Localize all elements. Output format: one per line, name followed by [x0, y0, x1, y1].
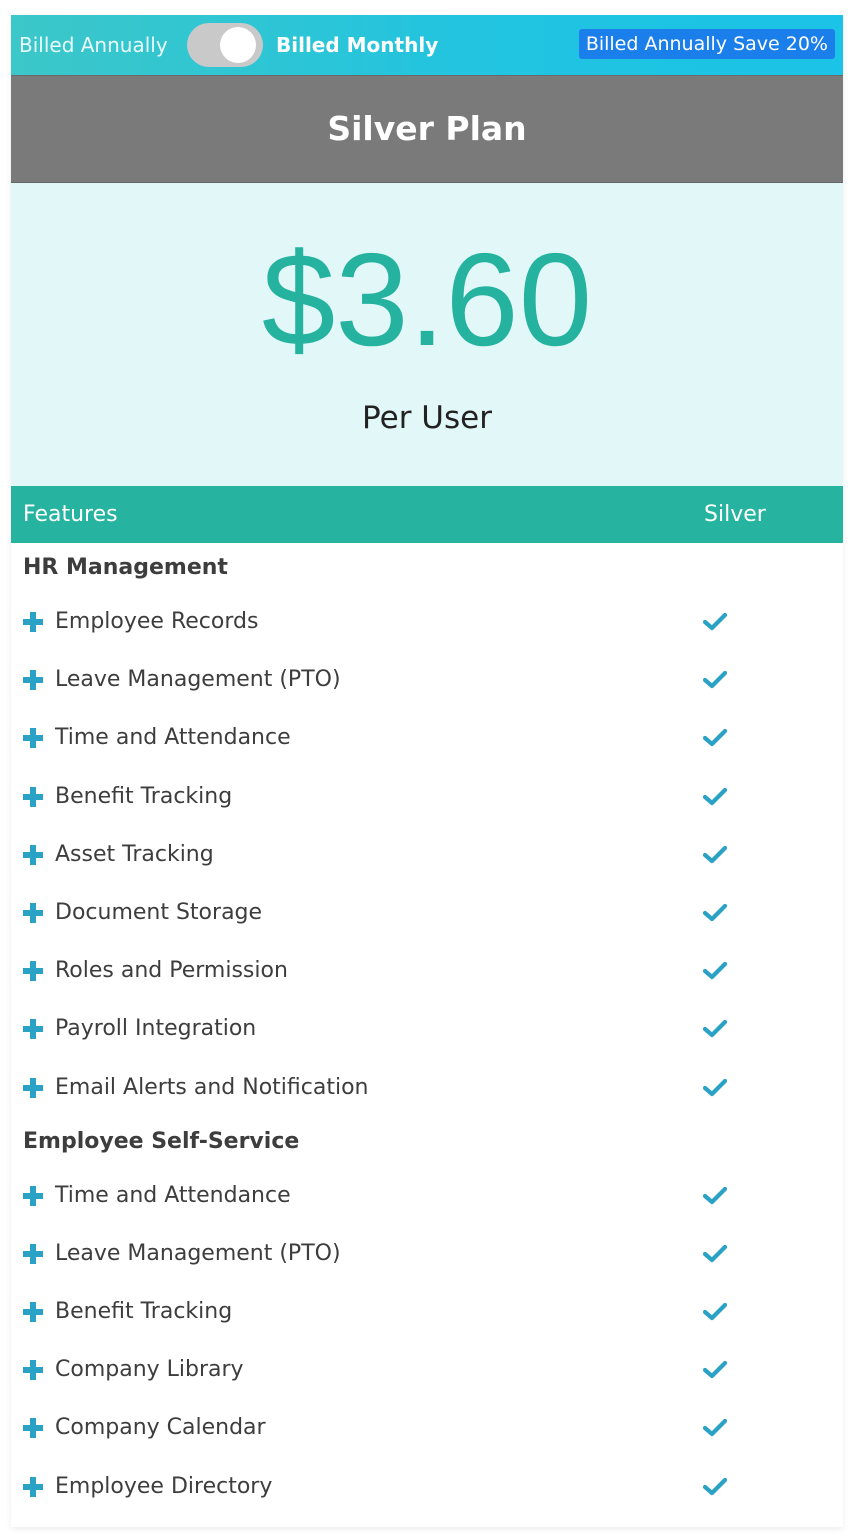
- feature-label: Roles and Permission: [55, 958, 288, 984]
- feature-row[interactable]: [11, 942, 843, 1000]
- feature-label: Employee Records: [55, 609, 259, 634]
- toggle-knob: [220, 27, 256, 63]
- feature-label: Company Library: [55, 1357, 244, 1383]
- plus-icon[interactable]: [23, 845, 43, 865]
- check-icon: [703, 1019, 727, 1039]
- plus-icon[interactable]: [23, 670, 43, 690]
- plus-icon[interactable]: [23, 1302, 43, 1322]
- check-icon: [703, 612, 727, 632]
- check-icon: [703, 1302, 727, 1322]
- feature-row[interactable]: [11, 768, 843, 826]
- feature-list: [11, 543, 843, 1516]
- plan-price: $3.60: [261, 226, 593, 373]
- feature-label: Payroll Integration: [55, 1016, 257, 1042]
- check-icon: [703, 845, 727, 865]
- feature-label: Benefit Tracking: [55, 783, 233, 809]
- feature-label: Asset Tracking: [55, 841, 214, 867]
- feature-label: Leave Management (PTO): [55, 667, 341, 693]
- feature-row[interactable]: [11, 651, 843, 709]
- plus-icon[interactable]: [23, 1019, 43, 1039]
- feature-row[interactable]: [11, 884, 843, 942]
- feature-label: Email Alerts and Notification: [55, 1074, 369, 1100]
- plus-icon[interactable]: [23, 1477, 43, 1497]
- feature-label: Leave Management (PTO): [55, 1240, 341, 1266]
- check-icon: [703, 1477, 727, 1497]
- feature-row[interactable]: [11, 1399, 843, 1457]
- section-title: Employee Self-Service: [23, 1128, 300, 1154]
- billing-toggle-bar: [11, 15, 843, 75]
- plus-icon[interactable]: [23, 1078, 43, 1098]
- feature-label: Company Calendar: [55, 1415, 266, 1441]
- plus-icon[interactable]: [23, 612, 43, 632]
- feature-row[interactable]: [11, 709, 843, 767]
- feature-row[interactable]: [11, 1458, 843, 1516]
- plus-icon[interactable]: [23, 1418, 43, 1438]
- pricing-card: [11, 15, 843, 1527]
- feature-label: Document Storage: [55, 899, 263, 925]
- billed-annually-label[interactable]: Billed Annually: [19, 33, 168, 57]
- check-icon: [703, 728, 727, 748]
- price-panel: [11, 183, 843, 486]
- feature-label: Benefit Tracking: [55, 1299, 233, 1325]
- feature-label: Time and Attendance: [55, 725, 291, 751]
- feature-row[interactable]: [11, 1059, 843, 1117]
- check-icon: [703, 670, 727, 690]
- feature-label: Employee Directory: [55, 1473, 273, 1499]
- plan-column-header: Silver: [704, 502, 766, 527]
- feature-row[interactable]: [11, 1341, 843, 1399]
- price-unit: Per User: [362, 400, 492, 436]
- plus-icon[interactable]: [23, 1186, 43, 1206]
- feature-label: Time and Attendance: [55, 1182, 291, 1208]
- plus-icon[interactable]: [23, 961, 43, 981]
- check-icon: [703, 1186, 727, 1206]
- feature-row[interactable]: [11, 593, 843, 651]
- billed-monthly-label[interactable]: Billed Monthly: [276, 33, 439, 57]
- billing-toggle-switch[interactable]: [187, 23, 263, 67]
- feature-row[interactable]: [11, 1225, 843, 1283]
- check-icon: [703, 787, 727, 807]
- feature-row[interactable]: [11, 1167, 843, 1225]
- check-icon: [703, 1244, 727, 1264]
- feature-row[interactable]: [11, 1283, 843, 1341]
- feature-row[interactable]: [11, 1000, 843, 1058]
- section-title: HR Management: [23, 555, 228, 580]
- plus-icon[interactable]: [23, 1244, 43, 1264]
- save-badge: Billed Annually Save 20%: [579, 29, 835, 59]
- plan-title: Silver Plan: [11, 75, 843, 183]
- plus-icon[interactable]: [23, 903, 43, 923]
- plus-icon[interactable]: [23, 728, 43, 748]
- features-column-header: Features: [23, 502, 118, 527]
- check-icon: [703, 1078, 727, 1098]
- feature-row[interactable]: [11, 826, 843, 884]
- plus-icon[interactable]: [23, 787, 43, 807]
- check-icon: [703, 1360, 727, 1380]
- check-icon: [703, 903, 727, 923]
- features-table-header: [11, 486, 843, 543]
- check-icon: [703, 1418, 727, 1438]
- plus-icon[interactable]: [23, 1360, 43, 1380]
- check-icon: [703, 961, 727, 981]
